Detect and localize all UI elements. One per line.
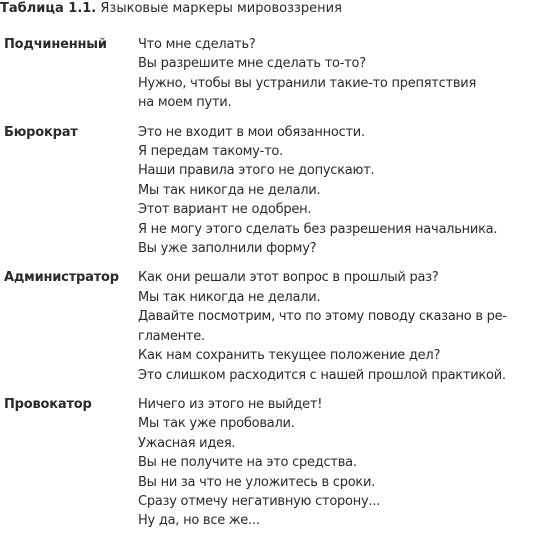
table-row-subordinate — [0, 35, 544, 113]
phrase-line: Как нам сохранить текущее положение дел? — [138, 348, 441, 364]
row-phrases — [138, 35, 544, 113]
phrase-line: Мы так никогда не делали. — [138, 289, 321, 305]
table-row-administrator — [0, 268, 544, 384]
table-caption-text: Языковые маркеры мировоззрения — [100, 1, 342, 16]
table-row-provocateur — [0, 395, 544, 531]
phrase-line: Я не могу этого сделать без разрешения начальника. — [138, 221, 498, 237]
phrase-line: Этот вариант не одобрен. — [138, 202, 312, 218]
phrase-line: Как они решали этот вопрос в прошлый раз? — [138, 270, 439, 286]
worldview-markers-table — [0, 35, 544, 541]
table-caption — [0, 0, 342, 20]
phrase-line: Ничего из этого не выйдет! — [138, 396, 323, 412]
phrase-line: Вы уже заполнили форму? — [138, 241, 317, 257]
phrase-line: гламенте. — [138, 328, 205, 344]
phrase-line: Нужно, чтобы вы устранили такие-то препятствия — [138, 75, 477, 91]
phrase-line: Вы не получите на это средства. — [138, 455, 357, 471]
phrase-line: Я передам такому-то. — [138, 144, 284, 160]
phrase-line: Наши правила этого не допускают. — [138, 163, 375, 179]
phrase-line: Мы так никогда не делали. — [138, 182, 321, 198]
phrase-line: Давайте посмотрим, что по этому поводу сказано в ре- — [138, 309, 507, 325]
phrase-line: Ну да, но все же... — [138, 513, 260, 529]
row-phrases — [138, 395, 544, 531]
phrase-line: Что мне сделать? — [138, 37, 256, 52]
row-label: Бюрократ — [4, 124, 78, 140]
phrase-line: Это не входит в мои обязанности. — [138, 124, 365, 140]
phrase-line: Это слишком расходится с нашей прошлой практикой. — [138, 367, 506, 383]
phrase-line: Вы разрешите мне сделать то-то? — [138, 56, 366, 72]
row-label: Администратор — [4, 270, 119, 286]
table-caption-label: Таблица 1.1. — [0, 1, 97, 16]
phrase-line: Мы так уже пробовали. — [138, 416, 295, 432]
phrase-line: Ужасная идея. — [138, 435, 236, 451]
phrase-line: на моем пути. — [138, 95, 232, 111]
table-row-bureaucrat — [0, 123, 544, 259]
row-label: Подчиненный — [4, 37, 107, 52]
row-label: Провокатор — [4, 396, 92, 412]
row-phrases — [138, 123, 544, 259]
row-phrases — [138, 268, 544, 384]
phrase-line: Сразу отмечу негативную сторону... — [138, 493, 381, 509]
phrase-line: Вы ни за что не уложитесь в сроки. — [138, 474, 376, 490]
